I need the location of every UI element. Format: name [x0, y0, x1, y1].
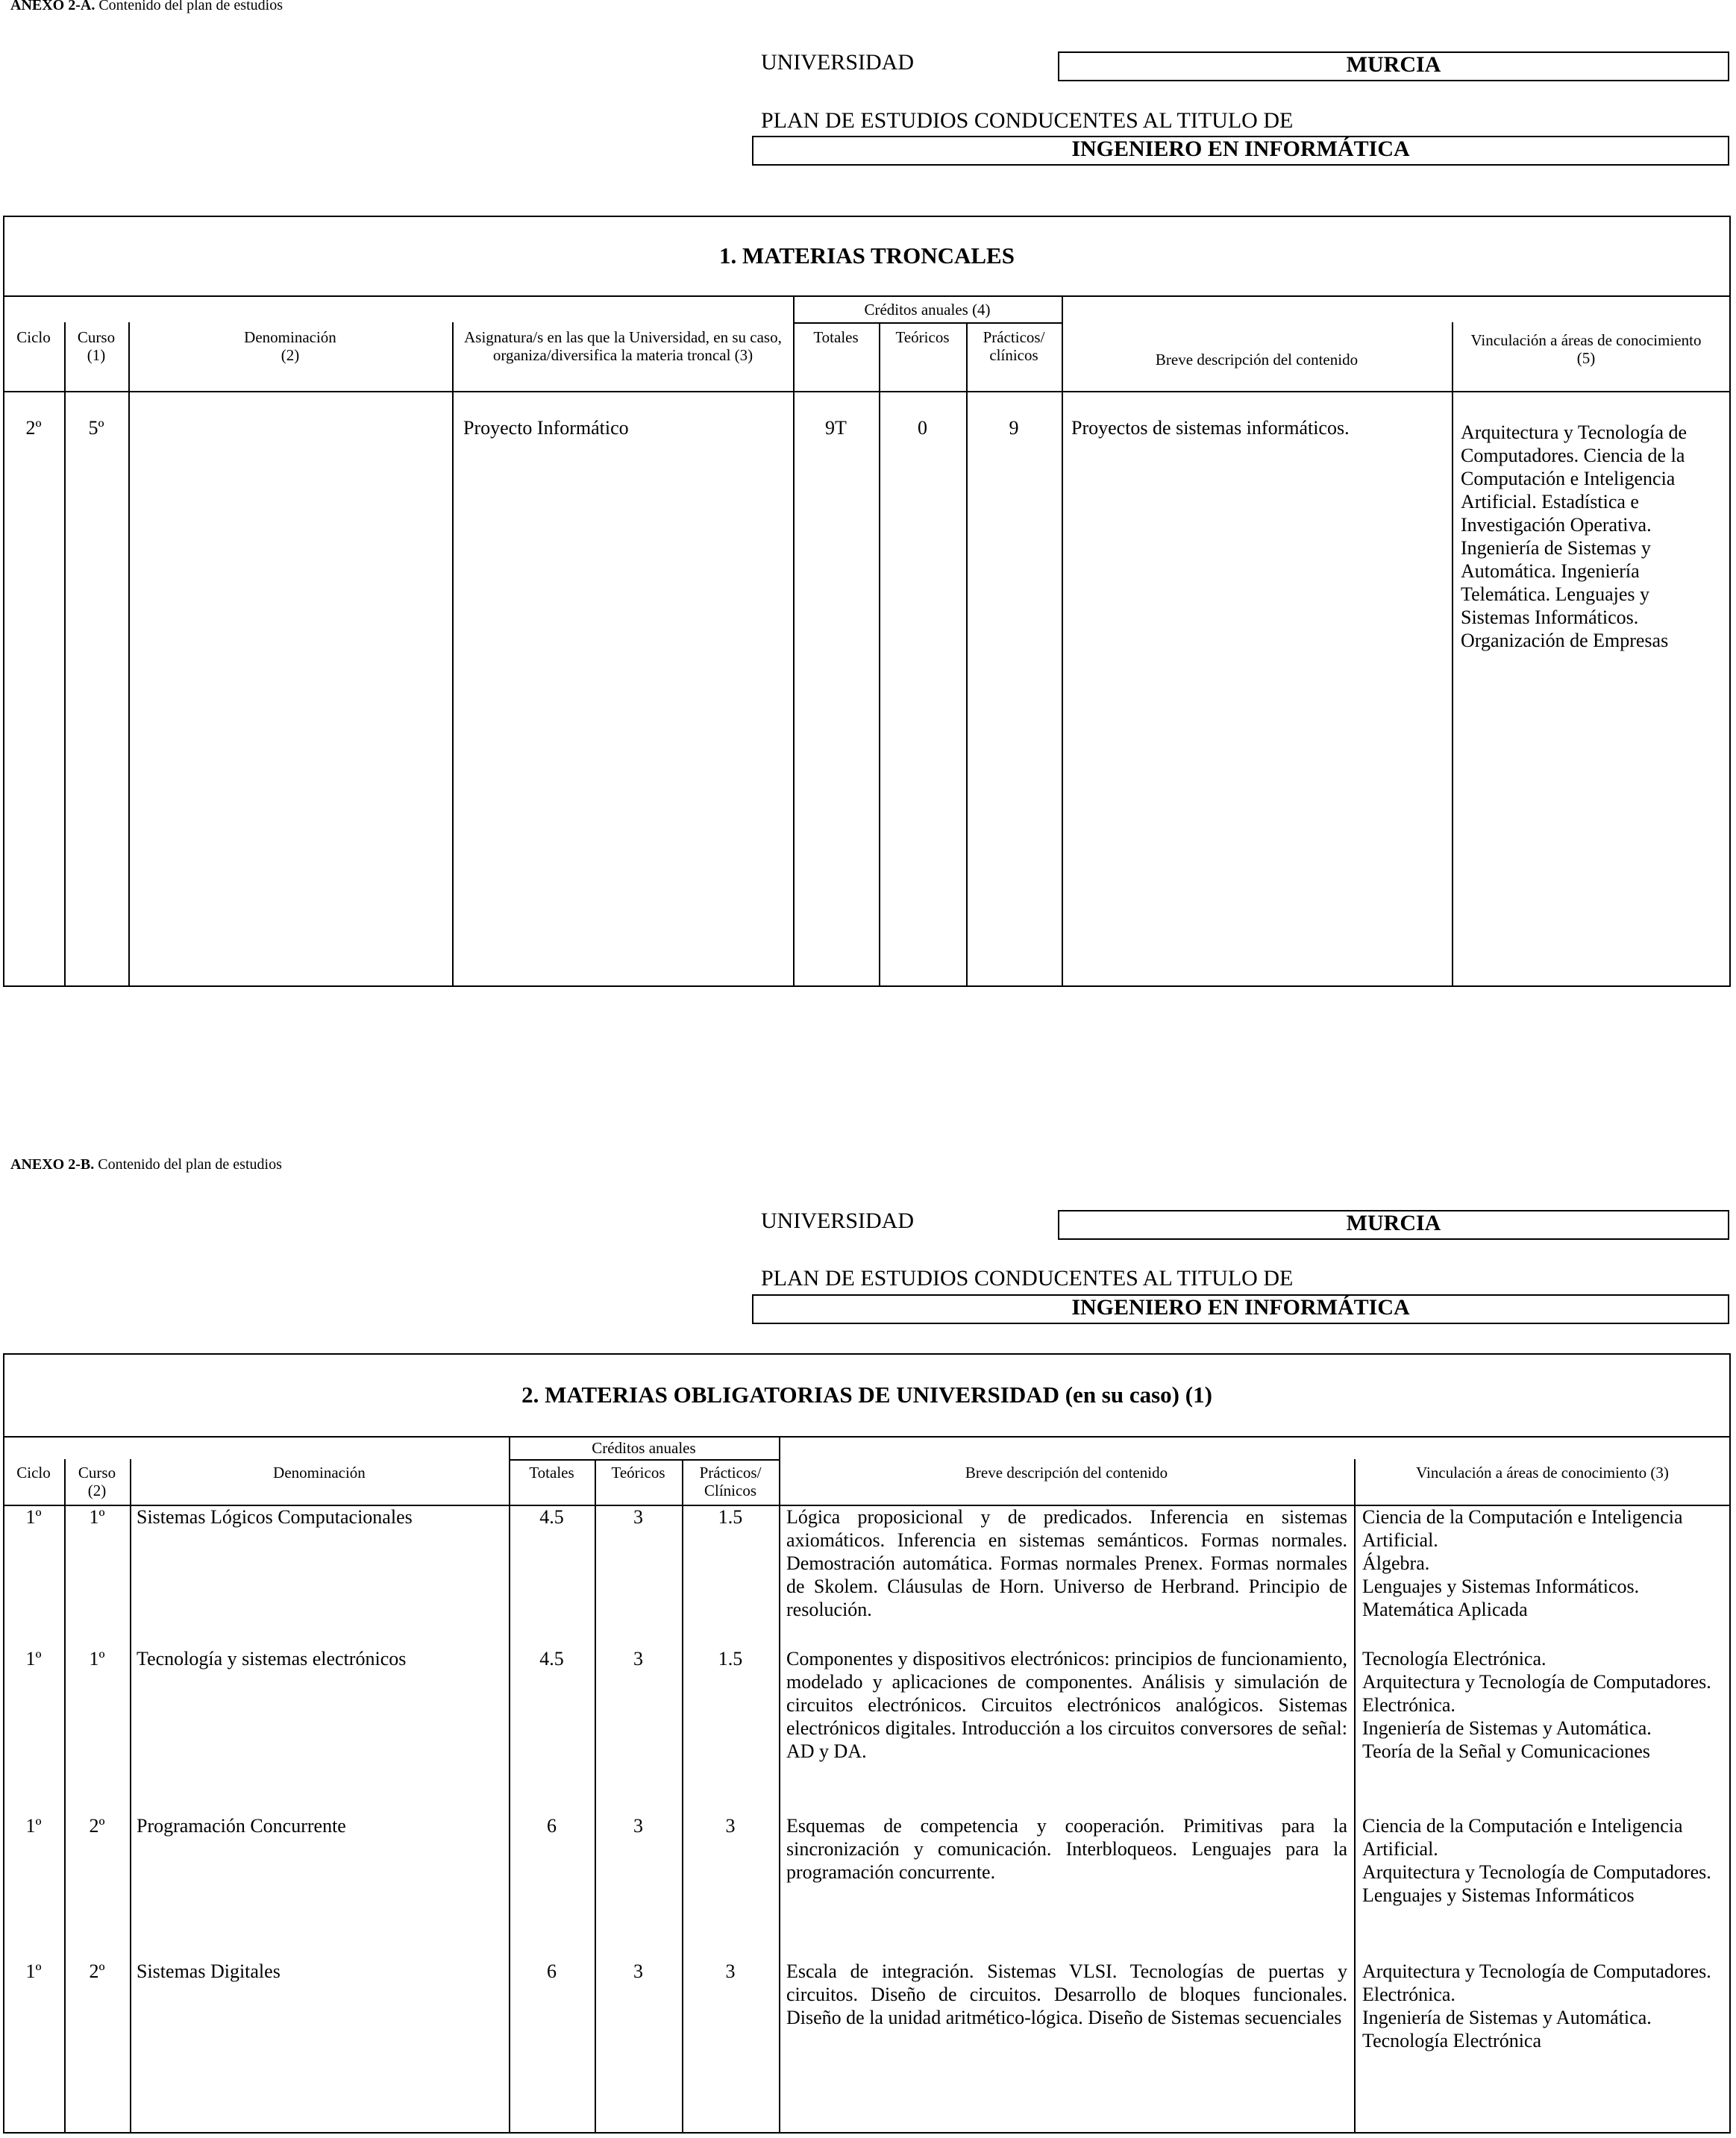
- header-teoricos: Teóricos: [611, 1464, 665, 1482]
- table-row-teoricos: 3: [633, 1648, 643, 1670]
- universidad-label: UNIVERSIDAD: [761, 50, 914, 75]
- universidad-value: MURCIA: [1058, 51, 1729, 81]
- table-row-totales: 6: [547, 1960, 557, 1982]
- table-row-vinculacion: Arquitectura y Tecnología de Computadores. Ciencia de la Computación e Inteligencia Artificial. Estadística e Investigación Operativa. Ingeniería de Sistemas y Automática. Ingeniería Telemática. Lenguajes y Sistemas Informáticos. Organización de Empresas: [1461, 421, 1688, 651]
- table-row-curso: 1º: [89, 1648, 105, 1670]
- header-practicos: Prácticos/ Clínicos: [699, 1464, 762, 1499]
- table-row-vinculacion: Arquitectura y Tecnología de Computadores. Electrónica. Ingeniería de Sistemas y Automática. Tecnología Electrónica: [1362, 1960, 1711, 2051]
- table-row-curso: 5º: [88, 417, 104, 439]
- table-row-totales: 6: [547, 1815, 557, 1837]
- table-row-vinculacion: Ciencia de la Computación e Inteligencia Artificial. Arquitectura y Tecnología de Computadores. Lenguajes y Sistemas Informáticos: [1362, 1815, 1711, 1906]
- plan-value: INGENIERO EN INFORMÁTICA: [752, 1294, 1729, 1324]
- header-curso: Curso (2): [78, 1464, 116, 1499]
- header-teoricos: Teóricos: [895, 328, 950, 346]
- table-row-denominacion: Sistemas Digitales: [137, 1960, 281, 1982]
- table-row-denominacion: Tecnología y sistemas electrónicos: [137, 1648, 407, 1670]
- header-vinculacion: Vinculación a áreas de conocimiento (3): [1416, 1464, 1669, 1482]
- table-row-denominacion: Sistemas Lógicos Computacionales: [137, 1506, 413, 1528]
- header-creditos: Créditos anuales (4): [864, 301, 991, 319]
- table-row-ciclo: 1º: [25, 1960, 42, 1982]
- table-title: 2. MATERIAS OBLIGATORIAS DE UNIVERSIDAD (en su caso) (1): [521, 1382, 1212, 1408]
- table-row-curso: 1º: [89, 1506, 105, 1528]
- header-asignatura: Asignatura/s en las que la Universidad, en su caso, organiza/diversifica la materia troncal (3): [464, 328, 782, 364]
- header-vinculacion: Vinculación a áreas de conocimiento (5): [1470, 331, 1702, 367]
- table-row-asignatura: Proyecto Informático: [463, 417, 629, 439]
- table-row-ciclo: 2º: [25, 417, 42, 439]
- table-row-denominacion: Programación Concurrente: [137, 1815, 346, 1837]
- table-row-vinculacion: Ciencia de la Computación e Inteligencia Artificial. Álgebra. Lenguajes y Sistemas Informáticos. Matemática Aplicada: [1362, 1506, 1683, 1620]
- table-row-ciclo: 1º: [25, 1648, 42, 1670]
- table-row-teoricos: 3: [633, 1815, 643, 1837]
- header-creditos: Créditos anuales: [592, 1439, 696, 1457]
- universidad-label: UNIVERSIDAD: [761, 1208, 914, 1233]
- table-row-totales: 9T: [825, 417, 847, 439]
- header-curso: Curso (1): [77, 328, 116, 364]
- table-row-curso: 2º: [89, 1960, 105, 1982]
- universidad-value: MURCIA: [1058, 1210, 1729, 1240]
- table-row-totales: 4.5: [539, 1648, 564, 1670]
- header-descripcion: Breve descripción del contenido: [1155, 351, 1359, 369]
- table-row-practicos: 3: [725, 1960, 736, 1982]
- table-row-vinculacion: Tecnología Electrónica. Arquitectura y Tecnología de Computadores. Electrónica. Ingeniería de Sistemas y Automática. Teoría de la Señal y Comunicaciones: [1362, 1648, 1711, 1762]
- table-row-practicos: 1.5: [718, 1506, 743, 1528]
- table-row-teoricos: 3: [633, 1506, 643, 1528]
- header-denominacion: Denominación: [273, 1464, 366, 1482]
- table-row-practicos: 9: [1009, 417, 1019, 439]
- header-totales: Totales: [529, 1464, 574, 1482]
- header-practicos: Prácticos/ clínicos: [983, 328, 1045, 364]
- header-totales: Totales: [813, 328, 859, 346]
- table-row-descripcion: Componentes y dispositivos electrónicos: principios de funcionamiento, modelado y aplicaciones de componentes. Análisis y simulación de circuitos electrónicos. Circuitos electrónicos analógicos. Sistemas electrónicos digitales. Introducción a los circuitos conversores de señal: AD y DA.: [786, 1648, 1347, 1762]
- annex-b-label: ANEXO 2-B. Contenido del plan de estudios: [10, 1156, 282, 1173]
- plan-value: INGENIERO EN INFORMÁTICA: [752, 136, 1729, 166]
- table-row-descripcion: Escala de integración. Sistemas VLSI. Tecnologías de puertas y circuitos. Diseño de circuitos. Desarrollo de bloques funcionales. Diseño de la unidad aritmético-lógica. Diseño de Sistemas secuenciales: [786, 1960, 1347, 2028]
- header-ciclo: Ciclo: [16, 1464, 51, 1482]
- header-descripcion: Breve descripción del contenido: [965, 1464, 1168, 1482]
- header-denominacion: Denominación (2): [244, 328, 336, 364]
- table-row-curso: 2º: [89, 1815, 105, 1837]
- table-row-practicos: 1.5: [718, 1648, 743, 1670]
- annex-a-label: ANEXO 2-A. Contenido del plan de estudios: [10, 0, 283, 13]
- table-row-practicos: 3: [725, 1815, 736, 1837]
- table-row-descripcion: Lógica proposicional y de predicados. Inferencia en sistemas axiomáticos. Inferencia en sistemas semánticos. Formas normales. Demostración automática. Formas normales Prenex. Formas normales de Skolem. Cláusulas de Horn. Universo de Herbrand. Principio de resolución.: [786, 1506, 1347, 1620]
- plan-label: PLAN DE ESTUDIOS CONDUCENTES AL TITULO DE: [761, 1266, 1294, 1291]
- header-ciclo: Ciclo: [16, 328, 51, 346]
- table-row-teoricos: 0: [918, 417, 927, 439]
- table-row-teoricos: 3: [633, 1960, 643, 1982]
- table-row-ciclo: 1º: [25, 1815, 42, 1837]
- table-row-descripcion: Proyectos de sistemas informáticos.: [1071, 417, 1350, 439]
- table-row-descripcion: Esquemas de competencia y cooperación. Primitivas para la sincronización y comunicación. Interbloqueos. Lenguajes para la programación concurrente.: [786, 1815, 1347, 1883]
- plan-label: PLAN DE ESTUDIOS CONDUCENTES AL TITULO DE: [761, 108, 1294, 133]
- table-row-ciclo: 1º: [25, 1506, 42, 1528]
- table-title: 1. MATERIAS TRONCALES: [719, 242, 1015, 269]
- table-row-totales: 4.5: [539, 1506, 564, 1528]
